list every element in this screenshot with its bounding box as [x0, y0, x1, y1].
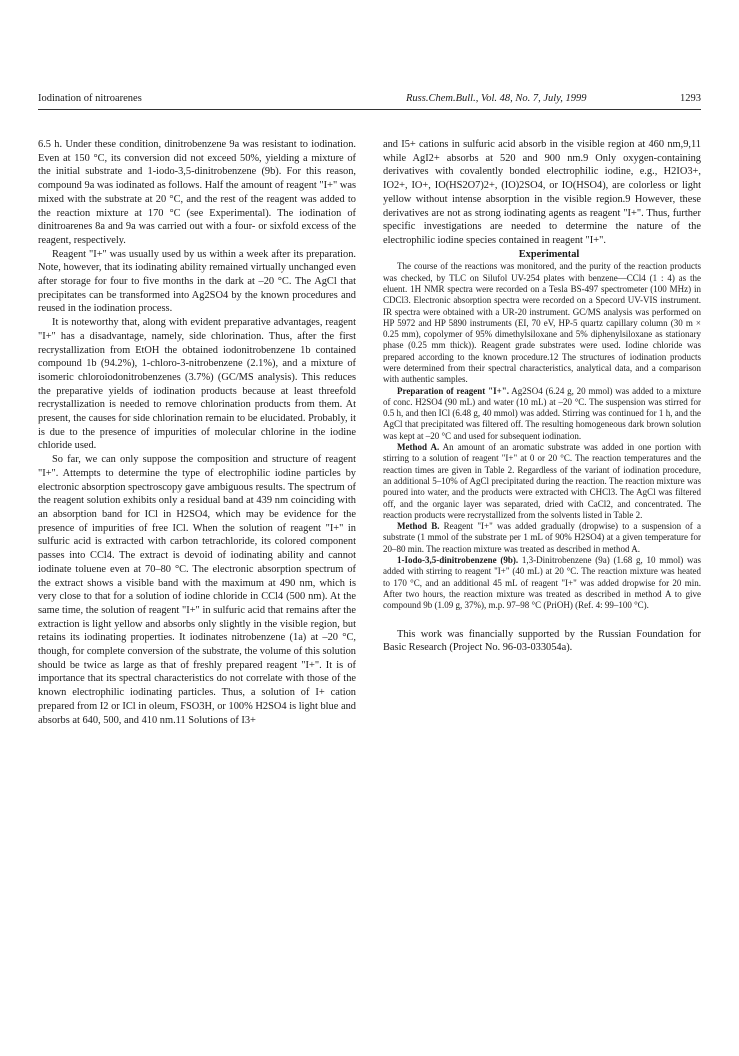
- experimental-section: [383, 261, 701, 611]
- acknowledgement: This work was financially supported by the Russian Foundation for Basic Research (Project No. 96-03-033054a).: [383, 628, 701, 654]
- running-header: [38, 93, 701, 110]
- left-column: [38, 138, 356, 727]
- paragraph: and I5+ cations in sulfuric acid absorb in the visible region at 460 nm,9,11 while AgI2+ absorbs at 520 and 900 nm.9 Only oxygen-containing derivatives with covalently bonded electrophilic iodine, e.g., H2IO3+, IO2+, IO+, IO(HS2O7)2+, (IO)2SO4, or IO(HSO4), are colorless or light yellow without intense absorption in the visible region.9 However, these derivatives are not as strong iodinating agents as reagent "I+". Thus, further specific investigations are needed to determine the nature of the electrophilic iodine species contained in reagent "I+".: [383, 139, 701, 246]
- paragraph: Reagent "I+" was usually used by us within a week after its preparation. Note, however, that its iodinating ability remained virtually unchanged even after storage for four to five months in the dark at –20 °C. The AgCl that precipitates can be transformed into Ag2SO4 by the known procedures and reused in the iodination process.: [38, 248, 356, 315]
- experimental-paragraph: Method A. An amount of an aromatic substrate was added in one portion with stirring to a solution of reagent "I+" at 0 or 20 °C. The reaction temperatures and the reaction times are given in Table 2. Regardless of the variant of iodination procedure, an additional 5–10% of AgCl precipitated during the reaction. The reaction mixture was poured into water, and the products were extracted with CHCl3. The AgCl was filtered off, and the organic layer was separated, dried with CaCl2, and concentrated. The reaction products were recrystallized from the solvents listed in Table 2.: [383, 442, 701, 520]
- experimental-paragraph: 1-Iodo-3,5-dinitrobenzene (9b). 1,3-Dinitrobenzene (9a) (1.68 g, 10 mmol) was added with stirring to reagent "I+" (40 mL) at 20 °C. The reaction mixture was heated to 170 °C, and an additional 45 mL of reagent "I+" was added dropwise for 20 min. After two hours, the reaction mixture was treated as described in method A to give compound 9b (1.09 g, 37%), m.p. 97–98 °C (PriOH) (Ref. 4: 99–100 °C).: [383, 555, 701, 611]
- paragraph: So far, we can only suppose the composition and structure of reagent "I+". Attempts to determine the type of electrophilic iodine particles by electronic absorption spectroscopy gave ambiguous results. The spectrum of the reagent solution exhibits only a residual band at 439 nm coinciding with an absorption band for ICl in H2SO4, which may be evidence for the presence of impurities of free ICl. When the solution of reagent "I+" in sulfuric acid is extracted with carbon tetrachloride, its colored component passes into CCl4. The extract is devoid of iodinating ability and cannot iodinate toluene even at 70–80 °C. The electronic absorption spectrum of the extract shows a visible band with the maximum at 490 nm, which is very close to that for a solution of iodine chloride in CCl4 (500 nm). At the same time, the solution of reagent "I+" in sulfuric acid that remains after the extraction is light yellow and absorbs only slightly in the visible region, but retains its iodinating properties. It iodinates nitrobenzene (1a) at –20 °C, though, for complete conversion of the substrate, the volume of this solution should be twice as large as that of freshly prepared reagent "I+". It is of importance that its spectral characteristics do not correlate with those of the known electrophilic iodinating particles. Thus, a solution of I+ cation prepared from I2 or ICl in oleum, FSO3H, or 100% H2SO4 is light blue and absorbs at 640, 500, and 410 nm.11 Solutions of I3+: [38, 454, 356, 726]
- experimental-paragraph: The course of the reactions was monitored, and the purity of the reaction products was checked, by TLC on Silufol UV-254 plates with benzene—CCl4 (1 : 4) as the eluent. 1H NMR spectra were recorded on a Tesla BS-497 spectrometer (100 MHz) in CDCl3. Electronic absorption spectra were recorded on a Specord UV-VIS instrument. IR spectra were obtained with a UR-20 instrument. GC/MS analysis was performed on HP 5972 and HP 5890 instruments (EI, 70 eV, HP-5 quartz capillary column (30 m × 0.25 mm), copolymer of 95% dimethylsiloxane and 5% diphenylsiloxane as stationary phase (0.25 mm thick)). Reagent grade substrates were used. Iodine chloride was prepared according to the known procedure.12 The structures of iodination products were determined from their spectral characteristics, analytical data, and a comparison with authentic samples.: [383, 261, 701, 385]
- paragraph: 6.5 h. Under these condition, dinitrobenzene 9a was resistant to iodination. Even at 150 °C, its conversion did not exceed 50%, yielding a mixture of the initial substrate and 1-iodo-3,5-dinitrobenzene (9b). For this reason, compound 9a was iodinated as follows. Half the amount of reagent "I+" was mixed with the substrate at 20 °C, and the rest of the reagent was added to the reaction mixture at 170 °C (see Experimental). The iodination of dinitroarenes 8a and 9a was carried out with a four- or sixfold excess of the reagent, respectively.: [38, 139, 356, 246]
- experimental-paragraph: Preparation of reagent "I+". Ag2SO4 (6.24 g, 20 mmol) was added to a mixture of conc. H2SO4 (90 mL) and water (10 mL) at –20 °C. The suspension was stirred for 0.5 h, and then ICl (6.48 g, 40 mmol) was added. Stirring was continued for 1 h, and the AgCl that precipitated was filtered off. The resulting homogeneous dark brown solution was kept at –20 °C and used for subsequent iodination.: [383, 385, 701, 441]
- right-column: [383, 138, 701, 655]
- experimental-paragraph: Method B. Reagent "I+" was added gradually (dropwise) to a suspension of a substrate (1 mmol of the substrate per 1 mL of 90% H2SO4) at a given temperature for 20–80 min. The reaction mixture was treated as described in method A.: [383, 521, 702, 554]
- page-number: 1293: [680, 93, 701, 104]
- section-heading-experimental: Experimental: [518, 248, 580, 260]
- paragraph: It is noteworthy that, along with evident preparative advantages, reagent "I+" has a disadvantage, namely, side chlorination. Thus, after the first recrystallization from EtOH the obtained iodonitrobenzene 1b contained compound 1b (94.2%), 1-chloro-3-nitrobenzene (2.1%), and a mixture of isomeric chloroiodonitrobenzenes (3.7%) (GC/MS analysis). This reduces the preparative yields of iodination products because at least threefold recrystallization is needed to remove chlorination products from them. At present, the causes for side chlorination remain to be elucidated. Probably, it is due to the presence of impurities of molecular chlorine in the iodine chloride used.: [38, 317, 356, 452]
- header-journal: Russ.Chem.Bull., Vol. 48, No. 7, July, 1999: [406, 93, 587, 104]
- header-title: Iodination of nitroarenes: [38, 93, 142, 104]
